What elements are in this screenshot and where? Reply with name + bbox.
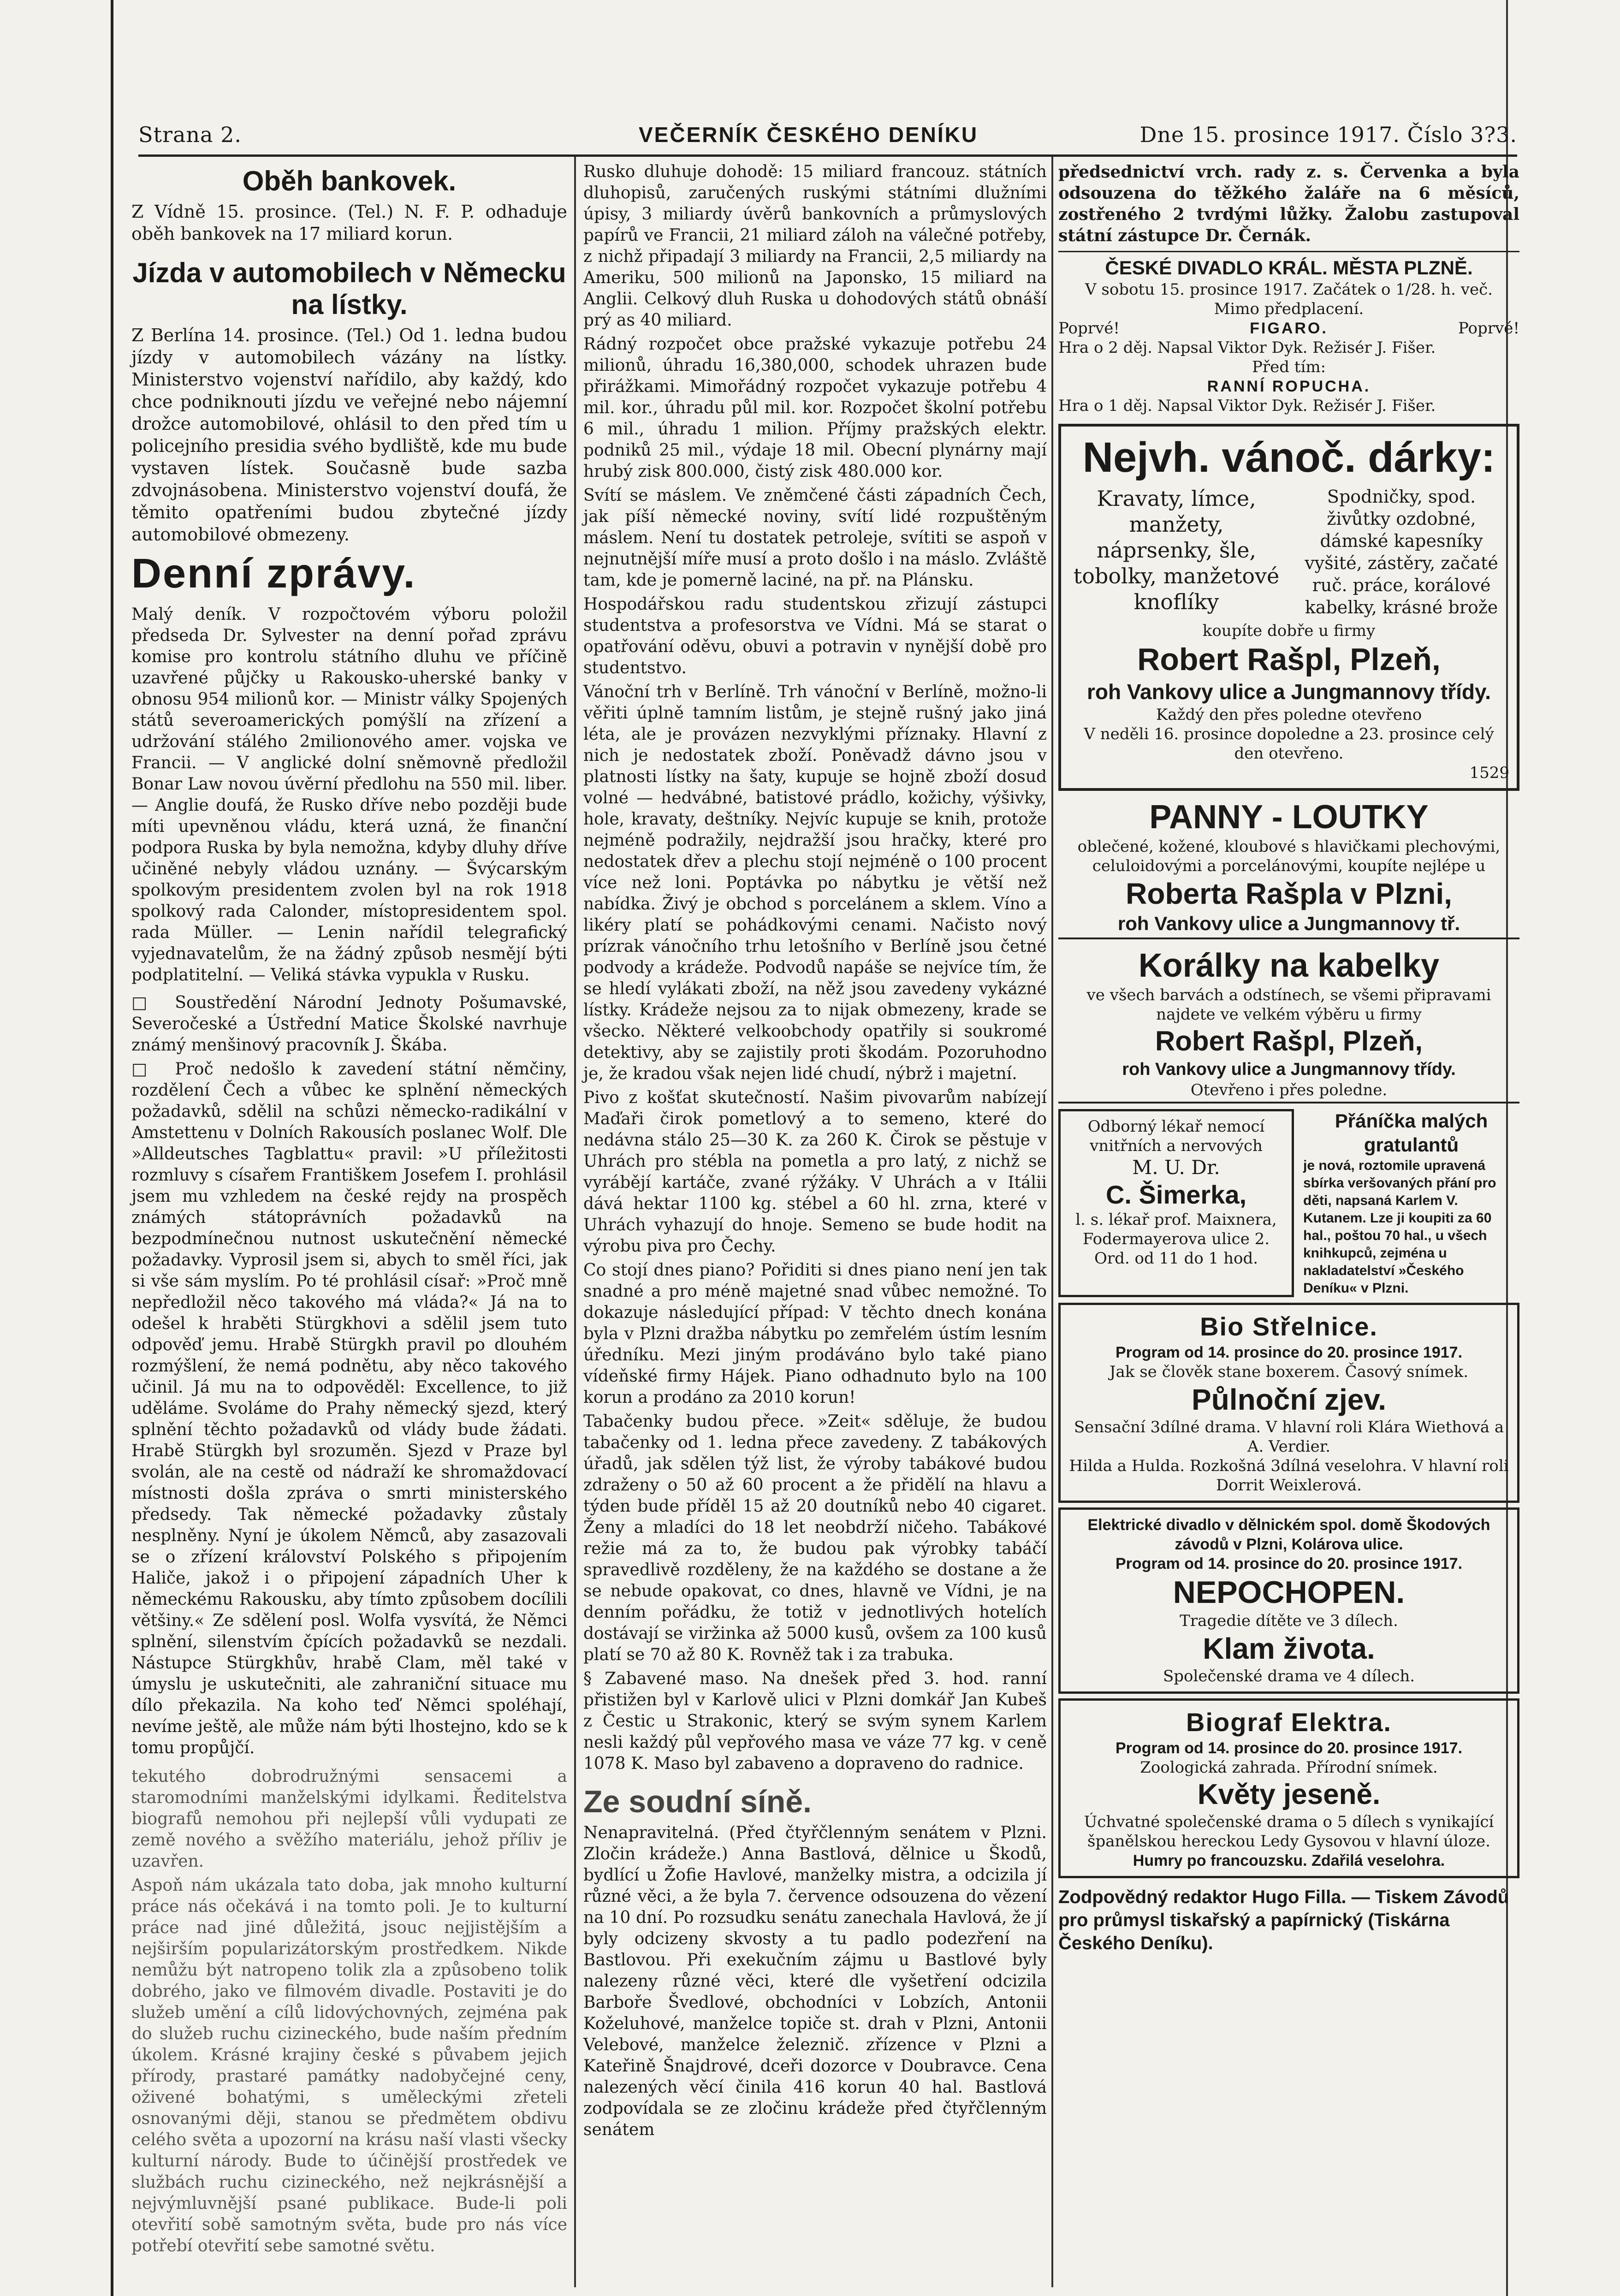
cinema1-line2: Sensační 3dílné drama. V hlavní roli Klára Wiethová a A. Verdier. <box>1074 1418 1504 1456</box>
ad3-firm: Robert Rašpl, Plzeň, <box>1155 1026 1423 1056</box>
theater-play-figaro: FIGARO. <box>1250 320 1328 337</box>
ad1-number: 1529 <box>1469 764 1509 782</box>
column-divider-1 <box>574 157 576 2287</box>
ad1-buy: koupíte dobře u firmy <box>1202 622 1376 640</box>
cinema2-head: Elektrické divadlo v dělnickém spol. domě Škodových závodů v Plzni, Kolárova ulice. <box>1087 1516 1490 1553</box>
ad4-doctor-address: l. s. lékař prof. Maixnera, Fodermayerova ulice 2. Ord. od 11 do 1 hod. <box>1075 1210 1277 1268</box>
cinema1-line1: Jak se člověk stane boxerem. Časový snímek. <box>1109 1363 1469 1381</box>
ad2-title: PANNY - LOUTKY <box>1149 799 1429 836</box>
editor-footer: Zodpovědný redaktor Hugo Filla. — Tiskem Závodů pro průmysl tiskařský a papírnický (Tiskárna Českého Deníku). <box>1058 1887 1509 1953</box>
ad1-address: roh Vankovy ulice a Jungmannovy třídy. <box>1087 680 1491 704</box>
ad4-greetings-title: Přáníčka malých gratulantů <box>1335 1110 1488 1156</box>
court-nenapravitelna: Nenapravitelná. (Před čtyřčlenným senátem v Plzni. Zločin krádeže.) Anna Bastlová, dělnice u Škodů, bydlící u Žofie Havlové, manželky mistra, a odcizila jí různé věci, a že byla 7. července odsouzena do vězení na 10 dní. Po rozsudku senátu zanechala Havlová, že jí byly odcizeny skvosty a tu padlo podezření na Bastlovou. Při exekučním zájmu u Bastlové byly nalezeny různé věci, které dle vyšetření odcizila Barboře Švedlové, obchodníci v Lobzích, Antonii Koželuhové, manželce topiče st. drah v Plzni, Antonii Velebové, manželce železnič. zřízence v Plzni a Kateřině Šnajdrové, dceři dozorce v Doubravce. Cena nalezených věcí činila 416 korun 40 hal. Bastlová zodpovídala se ze zločinu krádeže před čtyřčlenným senátem <box>583 1823 1047 2139</box>
ad-biograf-elektra <box>1058 1698 1519 1878</box>
column-1 <box>131 161 567 2255</box>
column-3 <box>1058 161 1519 2218</box>
ad4-greetings-text: je nová, roztomile upravená sbírka veršovaných přání pro děti, napsaná Karlem V. Kutanem. Lze ji koupiti za 60 hal., poštou 70 hal., u všech knihkupců, zejména u nakladatelství »Českého Deníku« v Plzni. <box>1303 1158 1496 1296</box>
column-2 <box>583 161 1047 2283</box>
issue-date: Dne 15. prosince 1917. Číslo 3?3. <box>1139 122 1517 147</box>
column-divider-2 <box>1051 157 1053 2287</box>
ad-doctor-and-greetings <box>1058 1109 1519 1297</box>
news-rusko-dluhuje: Rusko dluhuje dohodě: 15 miliard francouz. státních dluhopisů, zaručených ruskými státními dlužními úpisy, 3 miliardy úvěrů bankovních a průmyslových papírů ve Francii, 21 miliard záloh na válečné potřeby, z nichž připadají 3 miliardy na Francii, 2,5 miliardy na Ameriku, 500 milionů na Japonsko, 15 miliard na Anglii. Celkový dluh Ruska u dohodových států obnáší prý as 40 miliard. <box>583 162 1047 330</box>
cinema1-feature: Půlnoční zjev. <box>1192 1383 1386 1416</box>
ad3-open: Otevřeno i přes poledne. <box>1190 1081 1388 1099</box>
cinema2-feature2: Klam života. <box>1203 1632 1375 1665</box>
ad1-open1: Každý den přes poledne otevřeno <box>1156 706 1422 724</box>
article-cinema-culture-1: tekutého dobrodružnými sensacemi a staromodními manželskými idylkami. Ředitelstva biografů nemohou při nejlepší vůli vydupati ze země nového a svěžího materiálu, jehož příliv je uzavřen. <box>131 1767 567 1871</box>
page-number: Strana 2. <box>138 122 242 147</box>
article-soustredeni: □ Soustředění Národní Jednoty Pošumavské, Severočeské a Ústřední Matice Školské navrhuje známý menšinový pracovník J. Škába. <box>131 993 567 1055</box>
theater-premiere-right: Poprvé! <box>1458 319 1519 338</box>
article-cinema-culture-2: Aspoň nám ukázala tato doba, jak mnoho kulturní práce nás očekává i na tomto poli. Je to kulturní práce nad jiné důležitá, jsouc nejjistějším a nejširším popularizátorským prostředkem. Nikde nemůžu být natropeno tolik zla a způsobeno tolik dobrého, jako ve filmovém divadle. Postaviti je do služeb umění a cílů lidovýchovných, zejména pak do služeb ruchu cizineckého, bude naším předním úkolem. Krásné krajiny české s půvabem jejich přírody, prastaré památky nadobyčejné ceny, oživené bohatými, s uměleckými zřeteli osnovanými ději, stanou se předmětem obdivu celého světa a upozorní na krásu naší vlasti všecky kulturní národy. Bude to účinější prostředek ve službách ruchu cizineckého, než nejkrásnější a nejvýmluvnější psané publikace. Bude-li poli otevřití sobě samotným světa, bude pro nás více potřebí otevřití sebe samotné světu. <box>131 1876 567 2255</box>
page-header <box>138 113 1517 154</box>
ad-elektricke-divadlo <box>1058 1507 1519 1694</box>
cinema2-line1: Tragedie dítěte ve 3 dílech. <box>1180 1612 1398 1630</box>
court-continuation: předsednictví vrch. rady z. s. Červenka a byla odsouzena do těžkého žaláře na 6 měsíců, zostřeného 2 tvrdými lůžky. Žalobu zastupoval státní zástupce Dr. Černák. <box>1058 162 1519 245</box>
cinema3-line2: Úchvatné společenské drama o 5 dílech s vynikající španělskou hereckou Ledy Gysovou v hlavní úloze. <box>1084 1813 1494 1851</box>
theater-before: Před tím: <box>1252 358 1326 376</box>
cinema3-feature: Květy jeseně. <box>1197 1779 1381 1810</box>
news-vanocni-trh: Vánoční trh v Berlíně. Trh vánoční v Berlíně, možno-li věřiti úplně tamním listům, je stejně rušný jako jiná léta, ale je provázen nezvyklými příznaky. Hlavní z nich je nedostatek zboží. Poněvadž dávno jsou v platnosti lístky na šaty, kupuje se hojně zboží dosud volné — hedvábné, batistové prádlo, kožichy, výšivky, hole, kravaty, deštníky. Nejvíc kupuje se knih, protože nejméně podražily, nejdražší jsou hračky, které pro nedostatek dřev a plechu stojí nejméně o 100 procent více než loni. Poptávka po nábytku je větší než nabídka. Živý je obchod s porcelánem a sklem. Víno a likéry platí se pohádkovými cenami. Načisto nový prízrak vánočního trhu letošního v Berlíně jsou četné podvody a krádeže. Podvodů napáše se nejvíce tím, že se hledí vylákati zboží, na něž jsou zavedeny vykázné lístky. Krádeže nejsou za to nijak obmezeny, krade se všecko. Některé velkoobchody opatřily si soukromé detektivy, aby se zajistily proti škodám. Pozoruhodno je, že kradou však nejen lidé chudí, nýbrž i majetní. <box>583 682 1047 1083</box>
headline-automobiles: Jízda v automobilech v Německu na lístky. <box>132 257 566 320</box>
theater-premiere-left: Poprvé! <box>1058 319 1120 338</box>
ad3-address: roh Vankovy ulice a Jungmannovy třídy. <box>1122 1060 1456 1079</box>
ad2-text: oblečené, kožené, kloubové s hlavičkami plechovými, celuloidovými a porcelánovými, koupíte nejlépe u <box>1077 837 1501 875</box>
ad3-text: ve všech barvách a odstínech, se všemi připravami najdete ve velkém výběru u firmy <box>1086 986 1491 1024</box>
theater-subscription: Mimo předplacení. <box>1214 300 1364 318</box>
theater-play1-credits: Hra o 2 děj. Napsal Viktor Dyk. Režisér J. Fišer. <box>1058 338 1436 357</box>
cinema1-title: Bio Střelnice. <box>1200 1312 1378 1341</box>
article-statni-nemcina: □ Proč nedošlo k zavedení státní němčiny, rozdělení Čech a vůbec ke splnění německých požadavků, sdělil na schůzi německo-radikální v Amstettenu v Dolních Rakousích poslanec Wolf. Dle »Alldeutsches Tagblattu« pravil: »U příležitosti rozmluvy s císařem Františkem Josefem I. prohlásil jsem mu vzhledem na české rejdy na prospěch známých státoprávních požadavků na bezpodmínečnou nutnost uskutečnění německé požadavky. Vyprosil jsem si, abych to směl říci, jak si vše sám myslím. Po té prohlásil císař: »Proč mně nepředložil něco takového má vláda?« Já na to odešel k hraběti Stürgkhovi a sdělil jsem tuto odpověď jemu. Hrabě Stürgkh pravil po dlouhém rozmýšlení, že nemá podnětu, aby něco takového učinil. Já mu na to odpověděl: Excellence, to již uděláme. Svoláme do Prahy německý sjezd, který splnění těchto požadavků od vlády bude žádati. Hrabě Stürgkh byl srozuměn. Sjezd v Praze byl svolán, ale na cestě od nádraží ke shromaždovací místnosti došla zpráva o smrti ministerského předsedy. Tak německé požadavky zůstaly nesplněny. Nyní je úkolem Němců, aby zasazovali se o zřízení království Polského s připojením Haliče, jakož i o připojení západních Uher k německému Rakousku, aby tímto způsobem docílili většiny.« Ze sdělení posl. Wolfa vysvítá, že Němci splnění, silenstvím čpících požadavků se nezdali. Nástupce Stürgkhův, hrabě Clam, měl také v úmyslu je uskutečniti, ale zahraniční situace mu dílo překazila. Na koho teď Němci spoléhají, nevíme ještě, ale může nám býti lhostejno, kdo se k tomu propůjčí. <box>131 1060 567 1757</box>
ad-dolls <box>1058 795 1519 939</box>
news-sviti-maslem: Svítí se máslem. Ve zněmčené části západních Čech, jak píší německé noviny, svítí lidé rozpuštěným máslem. Není tu dostatek petroleje, svítiti se aspoň v nejnutnější míře musí a proto došlo i na máslo. Zvláště tam, kde je pomerně laciné, na př. na Plánsku. <box>583 486 1047 590</box>
cinema3-line1: Zoologická zahrada. Přírodní snímek. <box>1140 1758 1438 1777</box>
cinema3-title: Biograf Elektra. <box>1186 1708 1392 1737</box>
news-tabacenky: Tabačenky budou přece. »Zeit« sděluje, že budou tabačenky od 1. ledna přece zavedeny. Z tabákových úřadů, jak sdělen týž list, že výroby tabákové budou zdraženy o 50 až 60 procent a že přidělí na hlavu a týden bude příděl 15 až 20 doutníků nebo 40 cigaret. Ženy a mladíci do 18 let neobdrží ničeho. Tabákové režie má za to, že budou pak výrobky tabáčí spravedlivě rozděleny, že na každého se dostane a že se nebude opakovat, co dnes, hlavně ve Vídni, je na denním pořádku, že totiž v jednotlivých hotelích dostávají se viržinka až 5000 kusů, ovšem za 100 kusů platí se 70 až 80 K. Rovněž tak i za trabuka. <box>583 1412 1047 1664</box>
news-hospodarska-rada: Hospodářskou radu studentskou zřizují zástupci studentstva a profesorstva ve Vídni. Má se starat o opatřování oděvu, obuvi a potravin v nynější době pro studentstvo. <box>583 595 1047 677</box>
theater-title: ČESKÉ DIVADLO KRÁL. MĚSTA PLZNĚ. <box>1105 257 1473 279</box>
article-maly-denik: Malý deník. V rozpočtovém výboru položil předseda Dr. Sylvester na denní pořad zprávu komise pro kontrolu státního dluhu ve příčině uzavřené půjčky u Rakousko-uherské banky v obnosu 954 milionů kor. — Ministr války Spojených států severoamerických pomýšlí na zřízení a udržování stálého 2milionového amer. vojska ve Francii. — V anglické dolní sněmovně předložil Bonar Law novou úvěrní předlohu na 550 mil. liber. — Anglie doufá, že Rusko dříve nebo později bude míti upevněnou vládu, která uzná, že finanční podpora Ruska by byla nemožna, kdyby dluhy dříve učiněné nebyly vládou uznány. — Švýcarským spolkovým presidentem zvolen byl na rok 1918 spolkový rada Calonder, místopresidentem spol. rada Müller. — Lenin nařídil telegrafický vyjednavatelům, že na žádný způsob nesmějí býti podplatitelní. — Veliká stávka vypukla v Rusku. <box>131 605 567 985</box>
ad4-doctor-title: M. U. Dr. <box>1132 1156 1220 1179</box>
ad4-doctor-name: C. Šimerka, <box>1105 1180 1247 1209</box>
ad-doctor <box>1058 1109 1294 1297</box>
masthead-title: VEČERNÍK ČESKÉHO DENÍKU <box>639 123 979 147</box>
ad1-list-left: Kravaty, límce, manžety, náprsenky, šle, tobolky, manžetové knoflíky <box>1073 486 1280 614</box>
cinema3-program: Program od 14. prosince do 20. prosince 1917. <box>1115 1739 1463 1757</box>
headline-banknotes: Oběh bankovek. <box>242 166 457 196</box>
ad1-list-right: Spodničky, spod. živůtky ozdobné, dámské kapesníky vyšité, zástěry, začaté ruč. práce, korálové kabelky, krásné brože <box>1305 486 1498 617</box>
ad-bio-strelnice <box>1058 1303 1519 1503</box>
theater-program <box>1058 251 1519 419</box>
cinema2-line2: Společenské drama ve 4 dílech. <box>1163 1667 1415 1685</box>
ad1-title: Nejvh. vánoč. dárky: <box>1082 434 1495 481</box>
news-rozpocet-praha: Rádný rozpočet obce pražské vykazuje potřebu 24 milionů, úhradu 16,380,000, schodek uhrazen bude přirážkami. Mimořádný rozpočet vykazuje potřebu 4 mil. kor., úhradu půl mil. kor. Rozpočet školní potřebu 6 mil., úhradu 1 milion. Příjmy pražských elektr. podniků 25 mil., výdaje 18 mil. Obecní plynárny mají hrubý zisk 800.000, čistý zisk 480.000 kor. <box>583 335 1047 481</box>
cinema1-program: Program od 14. prosince do 20. prosince 1917. <box>1115 1344 1463 1361</box>
article-automobiles: Z Berlína 14. prosince. (Tel.) Od 1. ledna budou jízdy v automobilech vázány na lístky. Ministerstvo vojenství nařídilo, aby každý, kdo chce podniknouti jízdu ve veřejné nebo nájemní drožce automobilové, ohlásil to den před tím u policejního presidia svého bydliště, kde mu bude vystaven lístek. Současně bude sazba zdvojnásobena. Ministerstvo vojenství doufá, že těmito opatřeními budou zbytečné jízdy automobilové obmezeny. <box>131 325 567 545</box>
ad-greetings <box>1303 1109 1519 1297</box>
cinema2-program: Program od 14. prosince do 20. prosince 1917. <box>1115 1555 1463 1572</box>
news-pivo-kostat: Pivo z košťat skutečností. Našim pivovarům nabízejí Maďaři čirok pometlový a to semeno, které do nedávna stálo 25—30 K. za 260 K. Čirok se pěstuje v Uhrách pro stébla na pometla a pro latý, z nichž se vyrábějí kartáče, zvané rýžáky. V Uhrách a v Itálii dává hektar 1100 kg. stébel a 60 hl. zrna, které v Uhrách vyhazují do hnoje. Semeno se bude hodit na výrobu piva pro Čechy. <box>583 1088 1047 1256</box>
cinema3-line3: Humry po francouzsku. Zdařilá veselohra. <box>1133 1852 1445 1869</box>
ad1-firm: Robert Rašpl, Plzeň, <box>1137 642 1441 677</box>
header-rule <box>138 154 1517 157</box>
ad2-address: roh Vankovy ulice a Jungmannovy tř. <box>1117 913 1460 934</box>
ad2-firm: Roberta Rašpla v Plzni, <box>1126 877 1452 910</box>
theater-date: V sobotu 15. prosince 1917. Začátek o 1/28. h. več. <box>1085 280 1493 299</box>
ad4-doctor-spec: Odborný lékař nemocí vnitřních a nervových <box>1087 1117 1265 1155</box>
section-daily-news: Denní zprávy. <box>131 551 416 597</box>
section-court: Ze soudní síně. <box>583 1784 812 1819</box>
news-zabavene-maso: § Zabavené maso. Na dnešek před 3. hod. ranní přistižen byl v Karlově ulici v Plzni domkář Jan Kubeš z Čestic u Strakonic, který se svým synem Karlem nesli každý půl vepřového masa ve váze 77 kg. v ceně 1078 K. Maso byl zabaveno a dopraveno do radnice. <box>583 1669 1047 1773</box>
ad1-open2: V neděli 16. prosince dopoledne a 23. prosince celý den otevřeno. <box>1084 725 1494 763</box>
article-banknotes: Z Vídně 15. prosince. (Tel.) N. F. P. odhaduje oběh bankovek na 17 miliard korun. <box>131 202 567 244</box>
cinema1-line3: Hilda a Hulda. Rozkošná 3dílná veselohra. V hlavní roli Dorrit Weixlerová. <box>1069 1457 1509 1495</box>
news-piano: Co stojí dnes piano? Pořiditi si dnes piano není jen tak snadné a pro méně majetné snad vůbec nemožné. To dokazuje následující případ: V těchto dnech konána byla v Plzni dražba nábytku po zemřelém ústím lesním úředníku. Mezi jiným prodáváno bylo také piano vídeňské firmy Hájek. Piano odhadnuto bylo na 100 korun a prodáno za 2010 korun! <box>583 1261 1047 1407</box>
theater-play2-credits: Hra o 1 děj. Napsal Viktor Dyk. Režisér J. Fišer. <box>1058 397 1436 415</box>
ad-christmas-gifts <box>1058 424 1519 791</box>
ad-beads <box>1058 944 1519 1104</box>
ad3-title: Korálky na kabelky <box>1138 947 1440 984</box>
cinema2-feature1: NEPOCHOPEN. <box>1173 1575 1405 1610</box>
theater-play-ropucha: RANNÍ ROPUCHA. <box>1207 378 1371 395</box>
